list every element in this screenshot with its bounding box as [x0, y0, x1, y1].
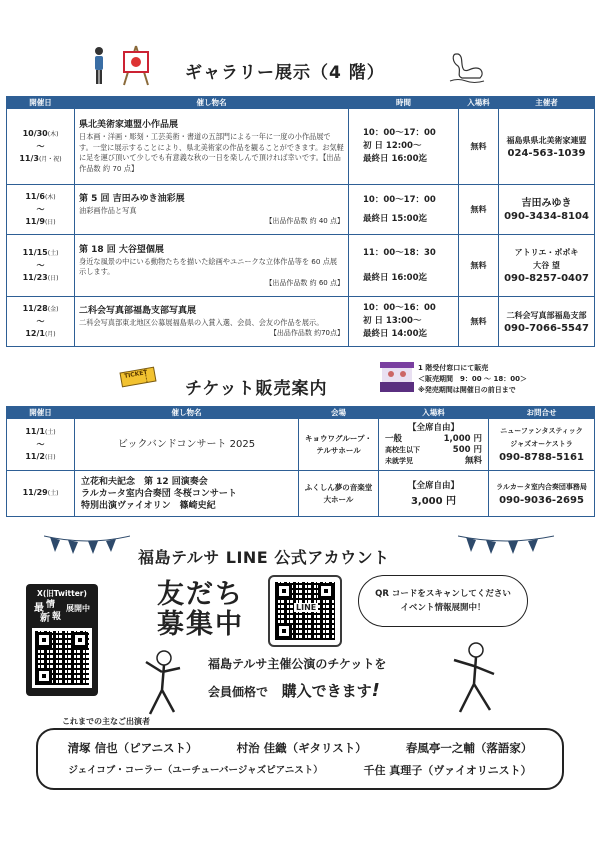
event-title: 立花和夫記念 第 12 回演奏会 [81, 476, 208, 487]
event-date: 11/15(土) ～ 11/23(日) [7, 235, 75, 297]
event-fee: 【全席自由】 3,000 円 [379, 471, 489, 517]
event-fee: 無料 [459, 109, 499, 185]
promo-line-2: 会員価格で 購入できます! [208, 680, 380, 701]
event-venue: ふくしん夢の音楽堂 大ホール [299, 471, 379, 517]
event-date: 10/30(木) ～ 11/3(月・祝) [7, 109, 75, 185]
pennant-left-icon [44, 534, 130, 560]
event-organizer: アトリエ・ポポキ 大谷 望 090-8257-0407 [499, 235, 595, 297]
ticket-header-venue: 会場 [299, 407, 379, 419]
event-title: 特別出演ヴァイオリン 篠崎史紀 [81, 500, 216, 511]
event-time: 10：00～17：00 最終日 15:00迄 [349, 185, 459, 235]
table-row [7, 419, 595, 471]
ticket-header-contact: お問合せ [489, 407, 595, 419]
event-info [75, 235, 349, 297]
event-fee: 無料 [459, 185, 499, 235]
ticket-note-3: ※発売期間は開催日の前日まで [418, 386, 516, 394]
event-title: ラルカータ室内合奏団 冬桜コンサート [81, 488, 237, 499]
event-contact: ラルカータ室内合奏団事務局 090-9036-2695 [489, 471, 595, 517]
event-count: 【出品作品数 約70点】 [269, 329, 344, 338]
gallery-header-event: 催し物名 [75, 97, 349, 109]
event-title: 第 18 回 大谷望個展 [79, 244, 164, 255]
event-count: 【出品作品数 約 40 点】 [265, 217, 344, 226]
table-row [7, 297, 595, 347]
event-fee: 【全席自由】 一般 1,000 円 高校生以下 500 円 未就学児 無料 [379, 419, 489, 471]
line-qr-code[interactable] [268, 575, 342, 647]
pointing-person-right-icon [440, 640, 506, 716]
gallery-title: ギャラリー展示（4 階） [185, 63, 385, 83]
gallery-visitor-icon [92, 46, 106, 86]
table-row [7, 235, 595, 297]
event-time: 10：00～16：00 初 日 13:00～ 最終日 14:00迄 [349, 297, 459, 347]
promo-line-1: 福島テルサ主催公演のチケットを [208, 657, 387, 671]
x-label: X(旧Twitter) [37, 589, 87, 598]
event-count: 【出品作品数 約 60 点】 [265, 278, 344, 287]
gallery-header-date: 開催日 [7, 97, 75, 109]
ticket-table [6, 406, 595, 517]
performer: 村治 佳織（ギタリスト） [236, 741, 367, 755]
gallery-table [6, 96, 595, 347]
event-organizer: 吉田みゆき 090-3434-8104 [499, 185, 595, 235]
event-description: 二科会写真部東北地区公募展福島県の入賞入選、会員、会友の作品を展示。 [79, 317, 324, 327]
gallery-header-time: 時間 [349, 97, 459, 109]
event-info [75, 297, 349, 347]
event-organizer: 福島県県北美術家連盟 024-563-1039 [499, 109, 595, 185]
ticket-notes [418, 363, 527, 396]
ticket-header-event: 催し物名 [75, 407, 299, 419]
event-title: 二科会写真部福島支部写真展 [79, 305, 197, 316]
line-title: 福島テルサ LINE 公式アカウント [138, 548, 390, 567]
event-title: ビックバンドコンサート 2025 [117, 439, 256, 450]
ticket-header-fee: 入場料 [379, 407, 489, 419]
easel-icon [120, 44, 152, 86]
performer: 千住 真理子（ヴァイオリニスト） [363, 764, 532, 777]
table-row [7, 109, 595, 185]
gallery-header-row [7, 97, 595, 109]
swan-icon [448, 48, 486, 84]
event-info [75, 109, 349, 185]
performer: 春風亭一之輔（落語家） [405, 741, 533, 755]
performer: 清塚 信也（ピアニスト） [67, 741, 198, 755]
ticket-header-row [7, 407, 595, 419]
event-venue: キョウワグループ・ テルサホール [299, 419, 379, 471]
ticket-icon-text: TICKET [123, 369, 149, 380]
pennant-right-icon [458, 534, 554, 560]
event-contact: ニューファンタスティック ジャズオーケストラ 090-8788-5161 [489, 419, 595, 471]
performers-label: これまでの主なご出演者 [62, 717, 150, 726]
event-organizer: 二科会写真部福島支部 090-7066-5547 [499, 297, 595, 347]
performers-box [36, 728, 564, 790]
event-title: 第 5 回 吉田みゆき油彩展 [79, 193, 185, 204]
ticket-title: チケット販売案内 [185, 379, 328, 399]
performer: ジェイコブ・コーラー（ユーチューバージャズピアニスト） [68, 765, 323, 776]
event-fee: 無料 [459, 235, 499, 297]
event-title: 県北美術家連盟小作品展 [79, 120, 179, 130]
event-date: 11/29(土) [7, 471, 75, 517]
event-info [75, 419, 299, 471]
event-info [75, 471, 299, 517]
event-info [75, 185, 349, 235]
event-description: 油彩画作品と写真 [79, 205, 137, 215]
x-qr-card[interactable]: X(旧Twitter) 最 情 新 報 展開中 [26, 584, 98, 696]
event-date: 11/6(木) ～ 11/9(日) [7, 185, 75, 235]
cheering-person-left-icon [134, 648, 192, 718]
gallery-header-organizer: 主催者 [499, 97, 595, 109]
event-date: 11/1(土) ～ 11/2(日) [7, 419, 75, 471]
event-fee: 無料 [459, 297, 499, 347]
event-description: 身近な風景の中にいる動物たちを描いた絵画やユニークな立体作品等を 60 点展示します。 [79, 256, 338, 276]
scan-bubble: QR コードをスキャンしてください イベント情報展開中！ [358, 575, 528, 627]
event-date: 11/28(金) ～ 12/1(月) [7, 297, 75, 347]
ticket-header-date: 開催日 [7, 407, 75, 419]
table-row [7, 471, 595, 517]
x-qr-code[interactable] [32, 628, 92, 688]
friends-recruiting: 友だち 募集中 [157, 579, 244, 640]
ticket-note-2: ＜販売期間 9：00 ～ 18：00＞ [418, 375, 527, 383]
event-time: 10：00～17：00 初 日 12:00～ 最終日 16:00迄 [349, 109, 459, 185]
table-row [7, 185, 595, 235]
gallery-header-fee: 入場料 [459, 97, 499, 109]
ticket-note-1: 1 階受付窓口にて販売 [418, 364, 489, 372]
ticket-counter-icon [378, 360, 416, 394]
line-qr-label: LINE [296, 603, 317, 612]
event-description: 日本画・洋画・彫刻・工芸美術・書道の五部門による一年に一度の小作品展です。一堂に展示することにより、県北美術家の作品を観ることができます。お気軽に足を運び頂いて少しでも有意義な秋の一日を楽しんで頂ければ幸いです。【出品作品数 約 70 点】 [79, 132, 344, 173]
event-time: 11：00～18：30 最終日 16:00迄 [349, 235, 459, 297]
